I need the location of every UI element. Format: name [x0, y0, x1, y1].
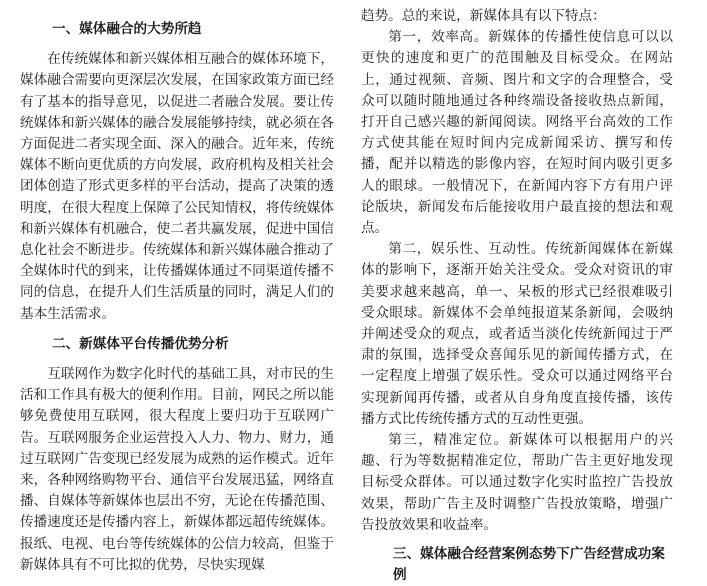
- right-column: [361, 6, 673, 586]
- section-heading-1: 一、媒体融合的大势所趋: [52, 21, 202, 37]
- left-column: [20, 19, 334, 576]
- paragraph-efficiency: 第一，效率高。新媒体的传播性使信息可以以更快的速度和更广的范围触及目标受众。在网站上，通过视频、音频、图片和文字的合理整合，受众可以随时随地通过各种终端设备接收热点新闻，打开自己感兴趣的新闻阅读。网络平台高效的工作方式使其能在短时间内完成新闻采访、撰写和传播，配并以精选的影像内容，在短时间内吸引更多人的眼球。一般情况下，在新闻内容下方有用户评论版块，新闻发布后能接收用户最直接的想法和观点。: [361, 29, 673, 237]
- paragraph-entertainment-interaction: 第二，娱乐性、互动性。传统新闻媒体在新媒体的影响下，逐渐开始关注受众。受众对资讯的审美要求越来越高，单一、呆板的形式已经很难吸引受众眼球。新媒体不会单纯报道某条新闻，会吸纳并阐述受众的观点，或者适当淡化传统新闻过于严肃的氛围，选择受众喜闻乐见的新闻传播方式，在一定程度上增强了娱乐性。受众可以通过网络平台实现新闻再传播，或者从自身角度直接传播，该传播方式比传统传播方式的互动性更强。: [361, 241, 673, 427]
- paragraph-continuation: 趋势。总的来说，新媒体具有以下特点：: [361, 8, 606, 24]
- section-heading-2: 二、新媒体平台传播优势分析: [52, 335, 229, 352]
- paragraph-precise-targeting: 第三，精准定位。新媒体可以根据用户的兴趣、行为等数据精准定位，帮助广告主更好地发现目标受众群体。可以通过数字化实时监控广告投放效果，帮助广告主及时调整广告投放策略，增强广告投放效果和收益率。: [361, 432, 673, 533]
- section-heading-3: 三、媒体融合经营案例态势下广告经营成功案例: [393, 546, 665, 584]
- paragraph-internet-advantage: 互联网作为数字化时代的基础工具，对市民的生活和工作具有极大的便利作用。目前，网民之所以能够免费使用互联网，很大程度上要归功于互联网广告。互联网服务企业运营投入人力、物力、财力，通过互联网广告变现已经发展为成熟的运作模式。近年来，各种网络购物平台、通信平台发展迅猛，网络直播、自媒体等新媒体也层出不穷，无论在传播范围、传播速度还是传播内容上，新媒体都远超传统媒体。报纸、电视、电台等传统媒体的公信力较高，但鉴于新媒体具有不可比拟的优势，尽快实现媒: [20, 366, 334, 573]
- paragraph-media-convergence: 在传统媒体和新兴媒体相互融合的媒体环境下，媒体融合需要向更深层次发展，在国家政策方面已经有了基本的指导意见，以促进二者融合发展。要让传统媒体和新兴媒体的融合发展能够持续，就必须在各方面促进二者实现全面、深入的融合。近年来，传统媒体不断向更优质的方向发展，政府机构及相关社会团体创造了形式更多样的平台活动，提高了决策的透明度，在很大程度上保障了公民知情权，将传统媒体和新兴媒体有机融合，使二者共赢发展，促进中国信息化社会不断进步。传统媒体和新兴媒体融合推动了全媒体时代的到来，让传播媒体通过不同渠道传播不同的信息，在提升人们生活质量的同时，满足人们的基本生活需求。: [20, 51, 334, 322]
